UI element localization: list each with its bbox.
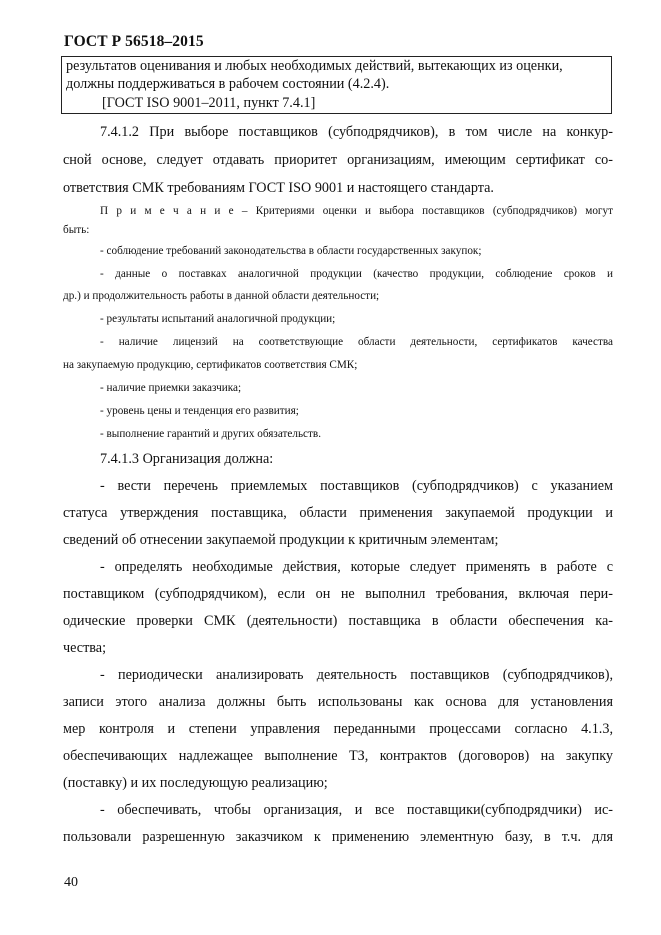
list-item-line: - вести перечень приемлемых поставщиков (субподрядчиков) с указанием: [100, 478, 613, 494]
note-list-item: - наличие приемки заказчика;: [100, 382, 242, 394]
box-line: результатов оценивания и любых необходимых действий, вытекающих из оценки,: [66, 58, 563, 74]
note-list-item: - выполнение гарантий и других обязательств.: [100, 428, 321, 440]
page-number: 40: [64, 875, 78, 890]
list-item-line: (поставку) и их последующую реализацию;: [63, 775, 328, 791]
list-item-line: чества;: [63, 640, 107, 656]
paragraph-line: 7.4.1.2 При выборе поставщиков (субподрядчиков), в том числе на конкур-: [100, 124, 613, 140]
note-line: быть:: [63, 224, 90, 236]
note-line: на закупаемую продукцию, сертификатов соответствия СМК;: [63, 359, 358, 371]
note-line: П р и м е ч а н и е – Критериями оценки и выбора поставщиков (субподрядчиков) могут: [100, 205, 613, 217]
box-line: должны поддерживаться в рабочем состоянии (4.2.4).: [66, 76, 390, 92]
note-list-item: - уровень цены и тенденция его развития;: [100, 405, 299, 417]
list-item-line: - обеспечивать, чтобы организация, и все поставщики(субподрядчики) ис-: [100, 802, 613, 818]
list-item-line: одические проверки СМК (деятельности) поставщика в области обеспечения ка-: [63, 613, 613, 629]
paragraph-line: 7.4.1.3 Организация должна:: [100, 451, 274, 467]
paragraph-line: сной основе, следует отдавать приоритет организациям, имеющим сертификат со-: [63, 152, 613, 168]
list-item-line: - определять необходимые действия, которые следует применять в работе с: [100, 559, 613, 575]
document-code-header: ГОСТ Р 56518–2015: [64, 33, 204, 50]
note-list-item: - соблюдение требований законодательства в области государственных закупок;: [100, 245, 482, 257]
paragraph-line: ответствия СМК требованиям ГОСТ ISO 9001 и настоящего стандарта.: [63, 180, 494, 196]
list-item-line: - периодически анализировать деятельность поставщиков (субподрядчиков),: [100, 667, 613, 683]
quoted-clause-box: [61, 56, 612, 114]
box-reference: [ГОСТ ISO 9001–2011, пункт 7.4.1]: [102, 95, 316, 111]
list-item-line: сведений об отнесении закупаемой продукции к критичным элементам;: [63, 532, 499, 548]
note-list-item: - результаты испытаний аналогичной продукции;: [100, 313, 336, 325]
list-item-line: обеспечивающих надлежащее выполнение ТЗ, контрактов (договоров) на закупку: [63, 748, 613, 764]
note-list-item: - наличие лицензий на соответствующие области деятельности, сертификатов качества: [100, 336, 613, 348]
list-item-line: записи этого анализа должны быть использованы как основа для установления: [63, 694, 613, 710]
note-line: др.) и продолжительность работы в данной области деятельности;: [63, 290, 380, 302]
note-list-item: - данные о поставках аналогичной продукции (качество продукции, соблюдение сроков и: [100, 268, 613, 280]
list-item-line: поставщиком (субподрядчиком), если он не выполнил требования, включая пери-: [63, 586, 613, 602]
list-item-line: мер контроля и степени управления переданными процессами согласно 4.1.3,: [63, 721, 613, 737]
list-item-line: пользовали разрешенную заказчиком к применению элементную базу, в т.ч. для: [63, 829, 613, 845]
list-item-line: статуса утверждения поставщика, области применения закупаемой продукции и: [63, 505, 613, 521]
